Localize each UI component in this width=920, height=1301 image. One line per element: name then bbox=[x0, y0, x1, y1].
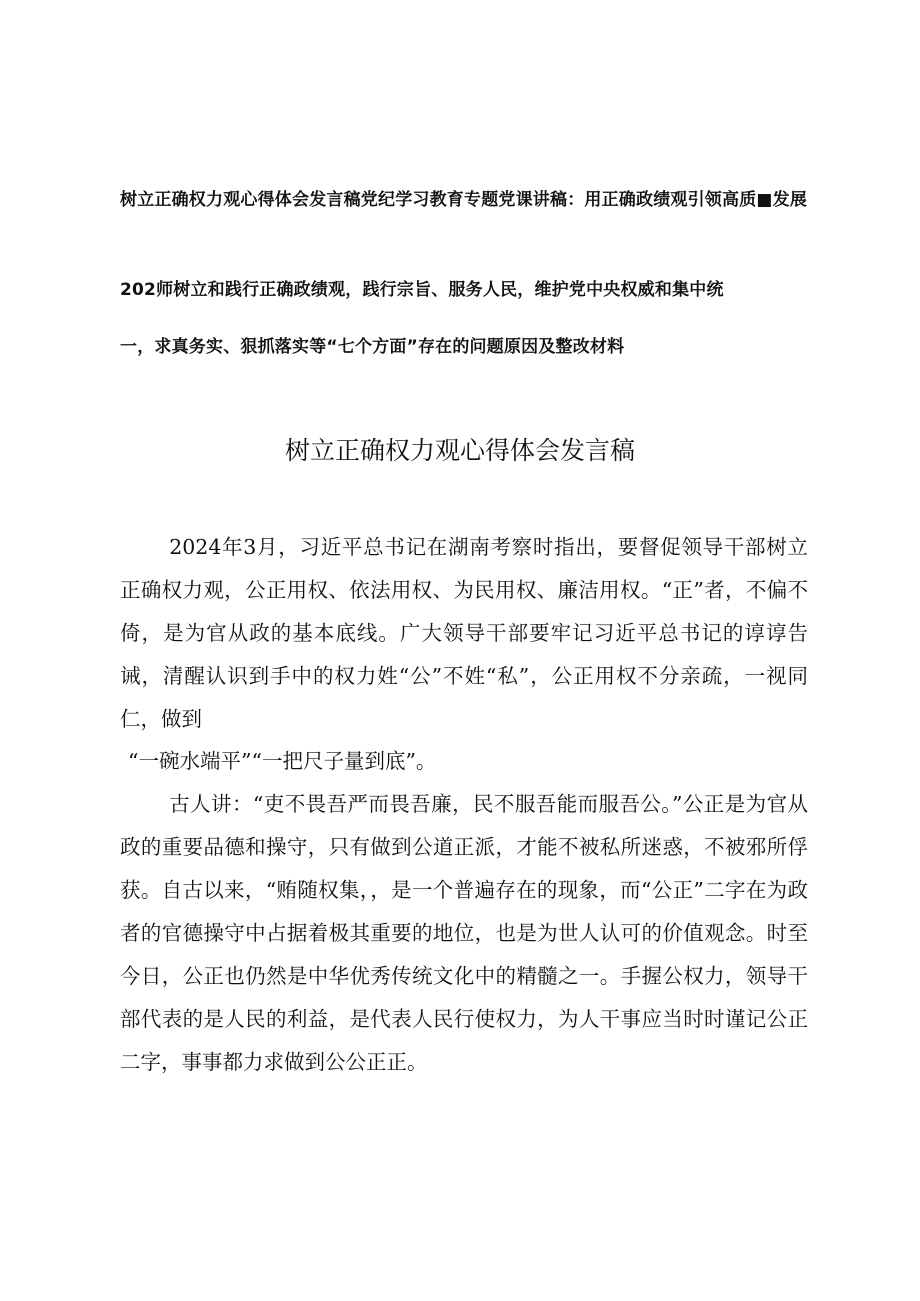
paragraph-1-continuation: “一碗水端平”“一把尺子量到底”。 bbox=[128, 749, 437, 773]
paragraph-2: 古人讲：“吏不畏吾严而畏吾廉，民不服吾能而服吾公。”公正是为官从政的重要品德和操守，只有做到公道正派，才能不被私所迷惑，不被邪所俘获。自古以来，“贿随权集，，是一个普遍存在的现象，而“公正”二字在为政者的官德操守中占据着极其重要的地位，也是为世人认可的价值观念。时至今日，公正也仍然是中华优秀传统文化中的精髓之一。手握公权力，领导干部代表的是人民的利益，是代表人民行使权力，为人干事应当时时谨记公正二字，事事都力求做到公公正正。 bbox=[120, 792, 808, 1074]
header-line-2: 202师树立和践行正确政绩观，践行宗旨、服务人民，维护党中央权威和集中统 bbox=[120, 280, 724, 300]
paragraph-1: 2024年3月，习近平总书记在湖南考察时指出，要督促领导干部树立正确权力观，公正用权、依法用权、为民用权、廉洁用权。“正”者，不偏不倚，是为官从政的基本底线。广大领导干部要牢记习近平总书记的谆谆告诫，清醒认识到手中的权力姓“公”不姓“私”，公正用权不分亲疏，一视同仁，做到 bbox=[120, 535, 808, 731]
header-line-3: 一，求真务实、狠抓落实等“七个方面”存在的问题原因及整改材料 bbox=[120, 337, 625, 357]
document-title: 树立正确权力观心得体会发言稿 bbox=[284, 436, 635, 465]
header-line-1: 树立正确权力观心得体会发言稿党纪学习教育专题党课讲稿：用正确政绩观引领高质■发展 bbox=[120, 190, 808, 210]
